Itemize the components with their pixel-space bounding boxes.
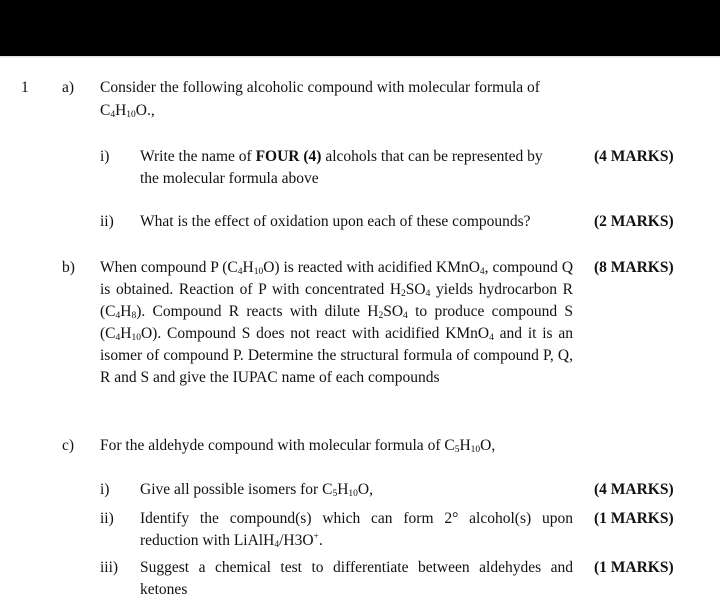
part-c-ii-label: ii) xyxy=(100,510,114,527)
part-c-iii-text: Suggest a chemical test to differentiate between aldehydes and xyxy=(140,559,573,576)
part-c-ii-text-line2: reduction with LiAlH$_4$/H3O+. xyxy=(140,532,323,550)
part-a-formula: $C_4H_{10}O$., xyxy=(100,102,155,120)
part-a-i-label: i) xyxy=(100,148,110,165)
part-a-i-text-line2: the molecular formula above xyxy=(140,170,319,187)
part-a-label: a) xyxy=(62,79,75,96)
part-b-marks: (8 MARKS) xyxy=(594,259,674,276)
part-a-ii-label: ii) xyxy=(100,213,114,230)
part-c-iii-marks: (1 MARKS) xyxy=(594,559,674,576)
part-a-i-marks: (4 MARKS) xyxy=(594,148,674,165)
part-a-ii-text: What is the effect of oxidation upon each of these compounds? xyxy=(140,213,531,230)
part-c-i-label: i) xyxy=(100,481,110,498)
part-c-label: c) xyxy=(62,437,75,454)
part-a-ii-marks: (2 MARKS) xyxy=(594,213,674,230)
part-c-i-text: Give all possible isomers for $C_5H_{10}O$, xyxy=(140,481,373,499)
part-c-i-marks: (4 MARKS) xyxy=(594,481,674,498)
part-c-iii-label: iii) xyxy=(100,559,119,576)
part-b-text: When compound P $(C_4H_{10}O)$ is reacted with acidified KMnO$_4$, compound Q is obtained. Reaction of P with concentrated $H_2SO_4$ yields hydrocarbon R $(C_4H_8)$. Compound R reacts with dilute $H_2SO_4$ to produce compound S $(C_4H_{10}O)$. Compound S does not react with acidified KMnO$_4$ and it is an isomer of compound P. Determine the structural formula of compound P, Q, R and S and give the IUPAC name of each compounds xyxy=(100,259,574,386)
part-c-ii-marks: (1 MARKS) xyxy=(594,510,674,527)
part-b-label: b) xyxy=(62,259,75,276)
part-a-i-text: Write the name of FOUR (4) alcohols that can be represented by xyxy=(140,148,543,165)
part-c-text: For the aldehyde compound with molecular formula of $C_5H_{10}O$, xyxy=(100,437,496,455)
top-bar-shadow xyxy=(0,56,720,58)
part-c-ii-text: Identify the compound(s) which can form 2° alcohol(s) upon xyxy=(140,510,573,527)
part-a-text: Consider the following alcoholic compound with molecular formula of xyxy=(100,79,540,96)
top-black-bar xyxy=(0,0,720,56)
part-c-iii-text-line2: ketones xyxy=(140,581,188,598)
question-number: 1 xyxy=(21,79,29,96)
